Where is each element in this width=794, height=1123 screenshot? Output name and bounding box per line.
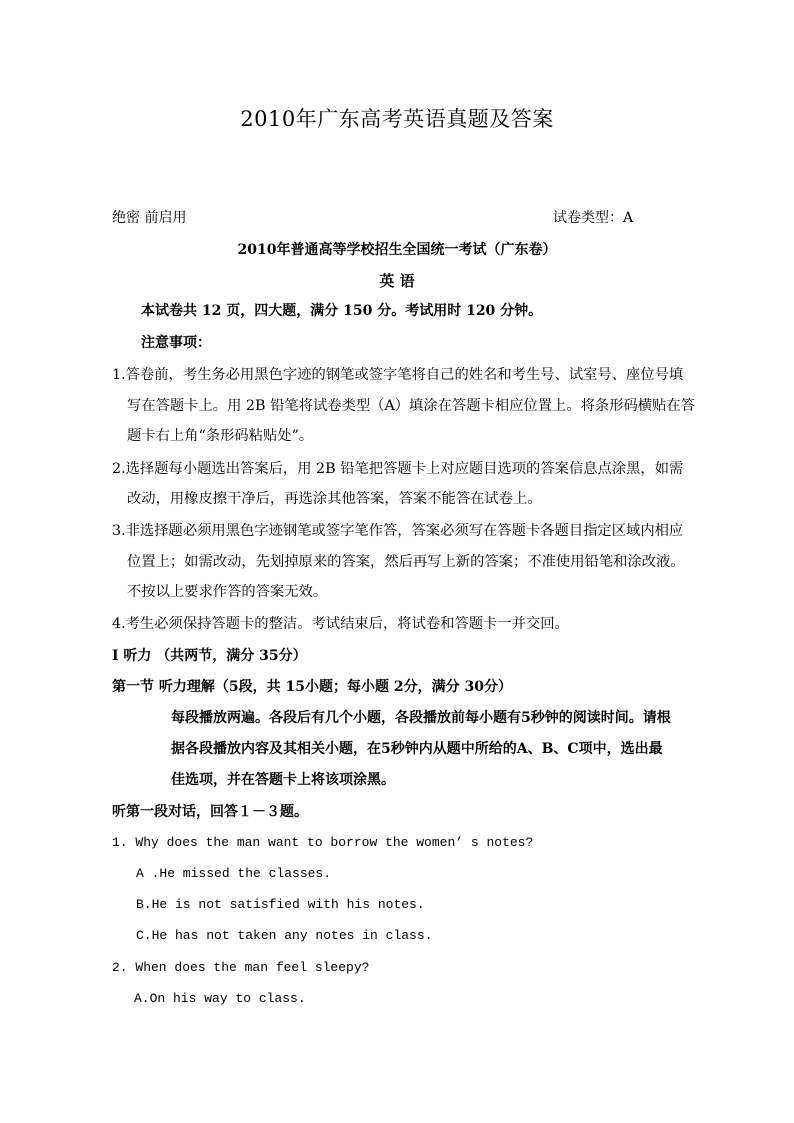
question-1-stem: 1. Why does the man want to borrow the women’ s notes? [112,835,534,850]
subject-title: 英 语 [379,272,415,290]
note-3-line-2: 位置上；如需改动，先划掉原来的答案，然后再写上新的答案；不准使用铅笔和涂改液。 [127,554,685,570]
note-3-line-3: 不按以上要求作答的答案无效。 [127,584,328,600]
question-1-option-a: A .He missed the classes. [136,866,332,881]
notes-heading: 注意事项： [141,335,211,351]
instructions-line-3: 佳选项，并在答题卡上将该项涂黑。 [171,772,395,788]
question-2-stem: 2. When does the man feel sleepy? [112,960,370,975]
note-3-line-1: 3.非选择题必须用黑色字迹钢笔或签字笔作答，答案必须写在答题卡各题目指定区域内相应 [112,523,684,539]
page-title: 2010年广东高考英语真题及答案 [240,107,554,131]
question-2-option-a: A.On his way to class. [134,991,306,1006]
instructions-line-2: 据各段播放内容及其相关小题，在5秒钟内从题中所给的A、B、C项中，选出最 [171,741,663,757]
question-1-option-b: B.He is not satisfied with his notes. [136,897,425,912]
note-2-line-2: 改动，用橡皮擦干净后，再选涂其他答案，答案不能答在试卷上。 [127,491,542,507]
exam-title: 2010年普通高等学校招生全国统一考试（广东卷） [237,242,557,258]
question-1-option-c: C.He has not taken any notes in class. [136,928,433,943]
section1-heading: 第一节 听力理解（5段，共 15小题；每小题 2分，满分 30分） [112,679,512,695]
confidential-label: 绝密 前启用 [112,210,187,226]
note-4-line-1: 4.考生必须保持答题卡的整洁。考试结束后，将试卷和答题卡一并交回。 [112,616,569,632]
paper-type-label: 试卷类型：A [553,210,634,226]
dialogue1-heading: 听第一段对话，回答１－３题。 [112,804,308,820]
instructions-line-1: 每段播放两遍。各段后有几个小题，各段播放前每小题有5秒钟的阅读时间。请根 [171,710,671,726]
note-1-line-1: 1.答卷前，考生务必用黑色字迹的钢笔或签字笔将自己的姓名和考生号、试室号、座位号填 [112,367,684,383]
note-1-line-2: 写在答题卡上。用 2B 铅笔将试卷类型（A）填涂在答题卡相应位置上。将条形码横贴在答 [127,398,695,414]
exam-intro: 本试卷共 12 页，四大题，满分 150 分。考试用时 120 分钟。 [141,303,543,319]
note-2-line-1: 2.选择题每小题选出答案后，用 2B 铅笔把答题卡上对应题目选项的答案信息点涂黑，如需 [112,461,684,477]
note-1-line-3: 题卡右上角“条形码粘贴处”。 [127,428,314,444]
part1-heading: I 听力 （共两节，满分 35分） [112,648,307,664]
